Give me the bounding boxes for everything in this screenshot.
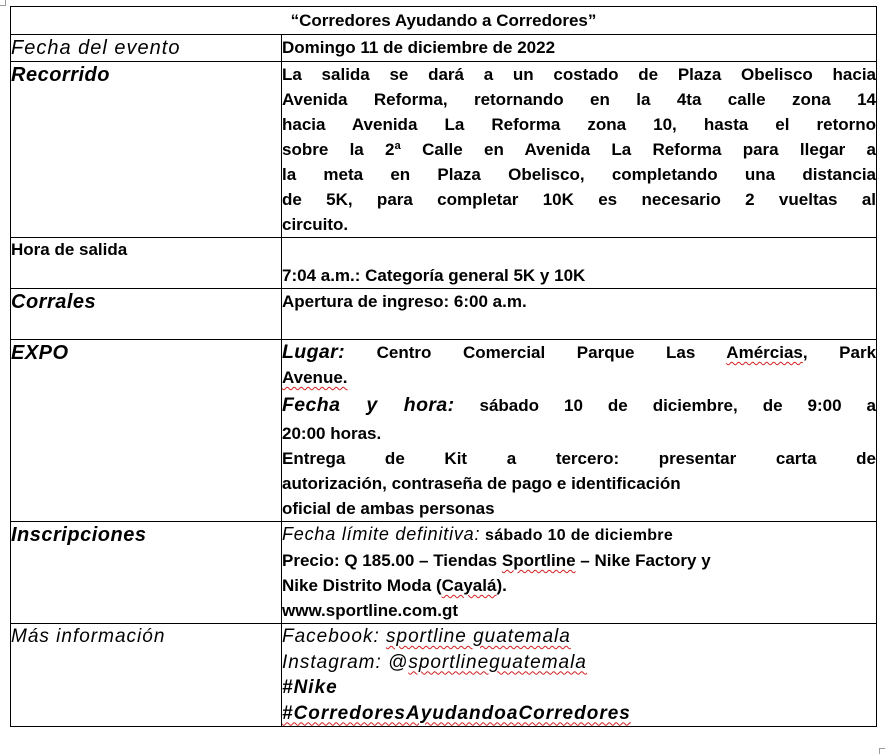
label-recorrido: Recorrido xyxy=(11,62,282,238)
expo-lugar-avenue: Avenue. xyxy=(282,368,348,387)
hora-text: 7:04 a.m.: Categoría general 5K y 10K xyxy=(282,266,586,285)
expo-kit-line3: oficial de ambas personas xyxy=(282,499,495,518)
info-hashtag-corredores-text: #CorredoresAyudandoaCorredores xyxy=(282,702,631,724)
expo-lugar-text: Centro Comercial Parque Las xyxy=(376,343,696,362)
row-corrales xyxy=(11,289,877,340)
expo-fecha-line xyxy=(282,390,876,421)
event-title: “Corredores Ayudando a Corredores” xyxy=(11,7,877,35)
label-fecha-del-evento: Fecha del evento xyxy=(11,35,282,62)
expo-fecha-text: sábado 10 de diciembre, de 9:00 a xyxy=(479,396,876,415)
precio2-text: Nike Distrito Moda ( xyxy=(282,576,442,595)
label-expo: EXPO xyxy=(11,340,282,522)
info-facebook-label: Facebook: xyxy=(282,626,380,647)
row-mas-informacion xyxy=(11,624,877,727)
precio-text-end: – Nike Factory y xyxy=(580,551,711,570)
value-expo xyxy=(282,340,877,522)
expo-lugar-suffix: , Park xyxy=(802,343,877,362)
precio2-end: ). xyxy=(496,576,507,595)
expo-fecha-line2: 20:00 horas. xyxy=(282,424,382,443)
expo-lugar-line xyxy=(282,340,876,365)
page-corner-mark xyxy=(879,748,885,754)
event-info-table xyxy=(10,6,877,727)
value-fecha xyxy=(282,35,877,62)
expo-lugar-line2 xyxy=(282,365,876,390)
expo-fecha-label: Fecha y hora: xyxy=(282,394,455,416)
expo-kit-line: Entrega de Kit a tercero: presentar carta de xyxy=(282,449,877,468)
row-expo xyxy=(11,340,877,522)
value-inscripciones xyxy=(282,522,877,624)
info-facebook-line xyxy=(282,624,876,650)
row-hora xyxy=(11,238,877,289)
recorrido-line: sobre la 2ª Calle en Avenida La Reforma para llegar a xyxy=(282,140,877,159)
inscripciones-limite-label: Fecha límite definitiva: xyxy=(282,524,481,544)
recorrido-line: La salida se dará a un costado de Plaza Obelisco hacia xyxy=(282,65,877,84)
row-fecha xyxy=(11,35,877,62)
inscripciones-limite-text: sábado 10 de diciembre xyxy=(485,527,674,544)
value-recorrido xyxy=(282,62,877,238)
recorrido-line: Avenida Reforma, retornando en la 4ta calle zona 14 xyxy=(282,90,877,109)
info-instagram-value: sportlineguatemala xyxy=(408,651,587,673)
recorrido-line: hacia Avenida La Reforma zona 10, hasta el retorno xyxy=(282,115,877,134)
hora-spacer xyxy=(282,238,876,263)
label-mas-informacion: Más información xyxy=(11,624,282,727)
corrales-text: Apertura de ingreso: 6:00 a.m. xyxy=(282,292,527,311)
label-inscripciones: Inscripciones xyxy=(11,522,282,624)
info-facebook-value: sportline guatemala xyxy=(386,626,571,647)
precio-text: Precio: Q 185.00 – Tiendas xyxy=(282,551,498,570)
info-instagram-label: Instagram: @ xyxy=(282,651,409,673)
row-recorrido xyxy=(11,62,877,238)
precio2-cayala: Cayalá xyxy=(441,576,497,595)
expo-lugar-label: Lugar: xyxy=(282,341,346,363)
label-corrales: Corrales xyxy=(11,289,282,340)
value-hora xyxy=(282,238,877,289)
expo-lugar-misspelled: Amércias xyxy=(726,343,803,362)
row-inscripciones xyxy=(11,522,877,624)
recorrido-paragraph xyxy=(282,62,876,237)
title-row xyxy=(11,7,877,35)
fecha-text: Domingo 11 de diciembre de 2022 xyxy=(282,38,556,57)
precio-sportline: Sportline xyxy=(501,551,576,570)
info-instagram-line xyxy=(282,650,876,676)
page-corner-mark xyxy=(0,0,6,6)
inscripciones-web: www.sportline.com.gt xyxy=(282,601,458,620)
inscripciones-limite-line xyxy=(282,522,876,548)
recorrido-line: de 5K, para completar 10K es necesario 2 vueltas al xyxy=(282,190,877,209)
inscripciones-precio-line2 xyxy=(282,573,876,598)
value-corrales xyxy=(282,289,877,340)
expo-kit-line2: autorización, contraseña de pago e identificación xyxy=(282,474,681,493)
info-hashtag-corredores xyxy=(282,701,876,727)
inscripciones-precio-line xyxy=(282,548,876,573)
value-mas-informacion xyxy=(282,624,877,727)
recorrido-line: la meta en Plaza Obelisco, completando una distancia xyxy=(282,165,877,184)
label-hora-de-salida: Hora de salida xyxy=(11,238,282,289)
info-hashtag-nike: #Nike xyxy=(282,677,338,698)
recorrido-line: circuito. xyxy=(282,215,349,234)
